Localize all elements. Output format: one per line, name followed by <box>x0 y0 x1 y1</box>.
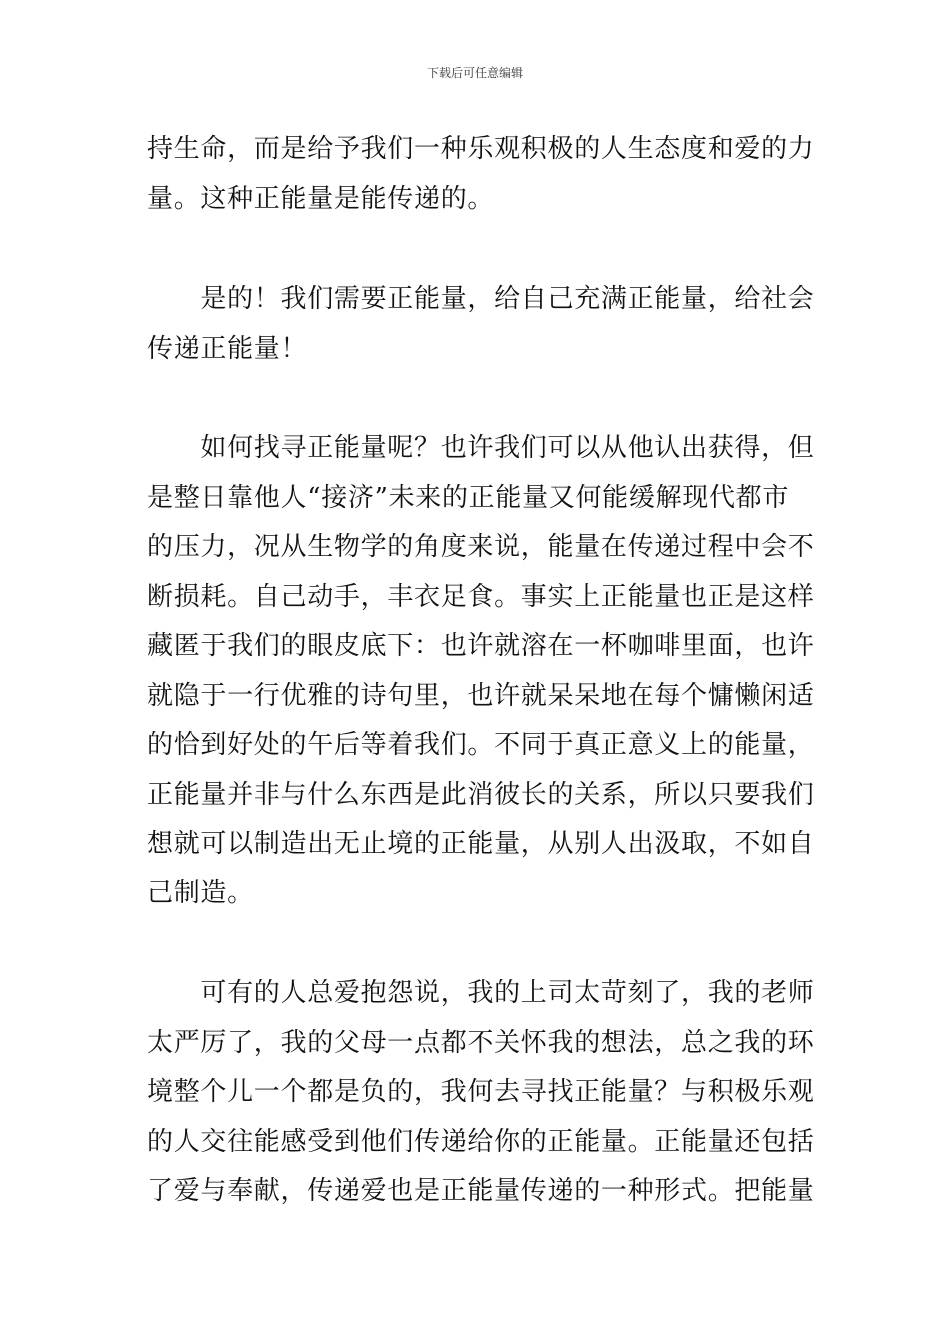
text-line: 传递正能量！ <box>147 334 308 364</box>
text-line: 己制造。 <box>147 878 254 908</box>
text-line: 持生命，而是给予我们一种乐观积极的人生态度和爱的力 <box>147 134 815 164</box>
text-line: 可有的人总爱抱怨说，我的上司太苛刻了，我的老师 <box>147 978 815 1008</box>
text-line: 是的！我们需要正能量，给自己充满正能量，给社会 <box>147 284 815 314</box>
text-line: 断损耗。自己动手，丰衣足食。事实上正能量也正是这样 <box>147 582 815 612</box>
text-line: 了爱与奉献，传递爱也是正能量传递的一种形式。把能量 <box>147 1176 815 1206</box>
text-line: 太严厉了，我的父母一点都不关怀我的想法，总之我的环 <box>147 1028 815 1058</box>
text-line: 想就可以制造出无止境的正能量，从别人出汲取，不如自 <box>147 829 815 859</box>
text-line: 如何找寻正能量呢？也许我们可以从他认出获得，但 <box>147 433 815 463</box>
text-line: 就隐于一行优雅的诗句里，也许就呆呆地在每个慵懒闲适 <box>147 681 815 711</box>
text-line: 境整个儿一个都是负的，我何去寻找正能量？与积极乐观 <box>147 1077 815 1107</box>
page-header: 下载后可任意编辑 <box>426 66 523 80</box>
text-line: 的压力，况从生物学的角度来说，能量在传递过程中会不 <box>147 532 815 562</box>
text-line: 量。这种正能量是能传递的。 <box>147 184 495 214</box>
text-line: 藏匿于我们的眼皮底下：也许就溶在一杯咖啡里面，也许 <box>147 631 815 661</box>
text-line: 是整日靠他人“接济”未来的正能量又何能缓解现代都市 <box>147 483 790 513</box>
text-line: 的恰到好处的午后等着我们。不同于真正意义上的能量， <box>147 730 815 760</box>
text-line: 正能量并非与什么东西是此消彼长的关系，所以只要我们 <box>147 780 815 810</box>
text-line: 的人交往能感受到他们传递给你的正能量。正能量还包括 <box>147 1127 815 1157</box>
